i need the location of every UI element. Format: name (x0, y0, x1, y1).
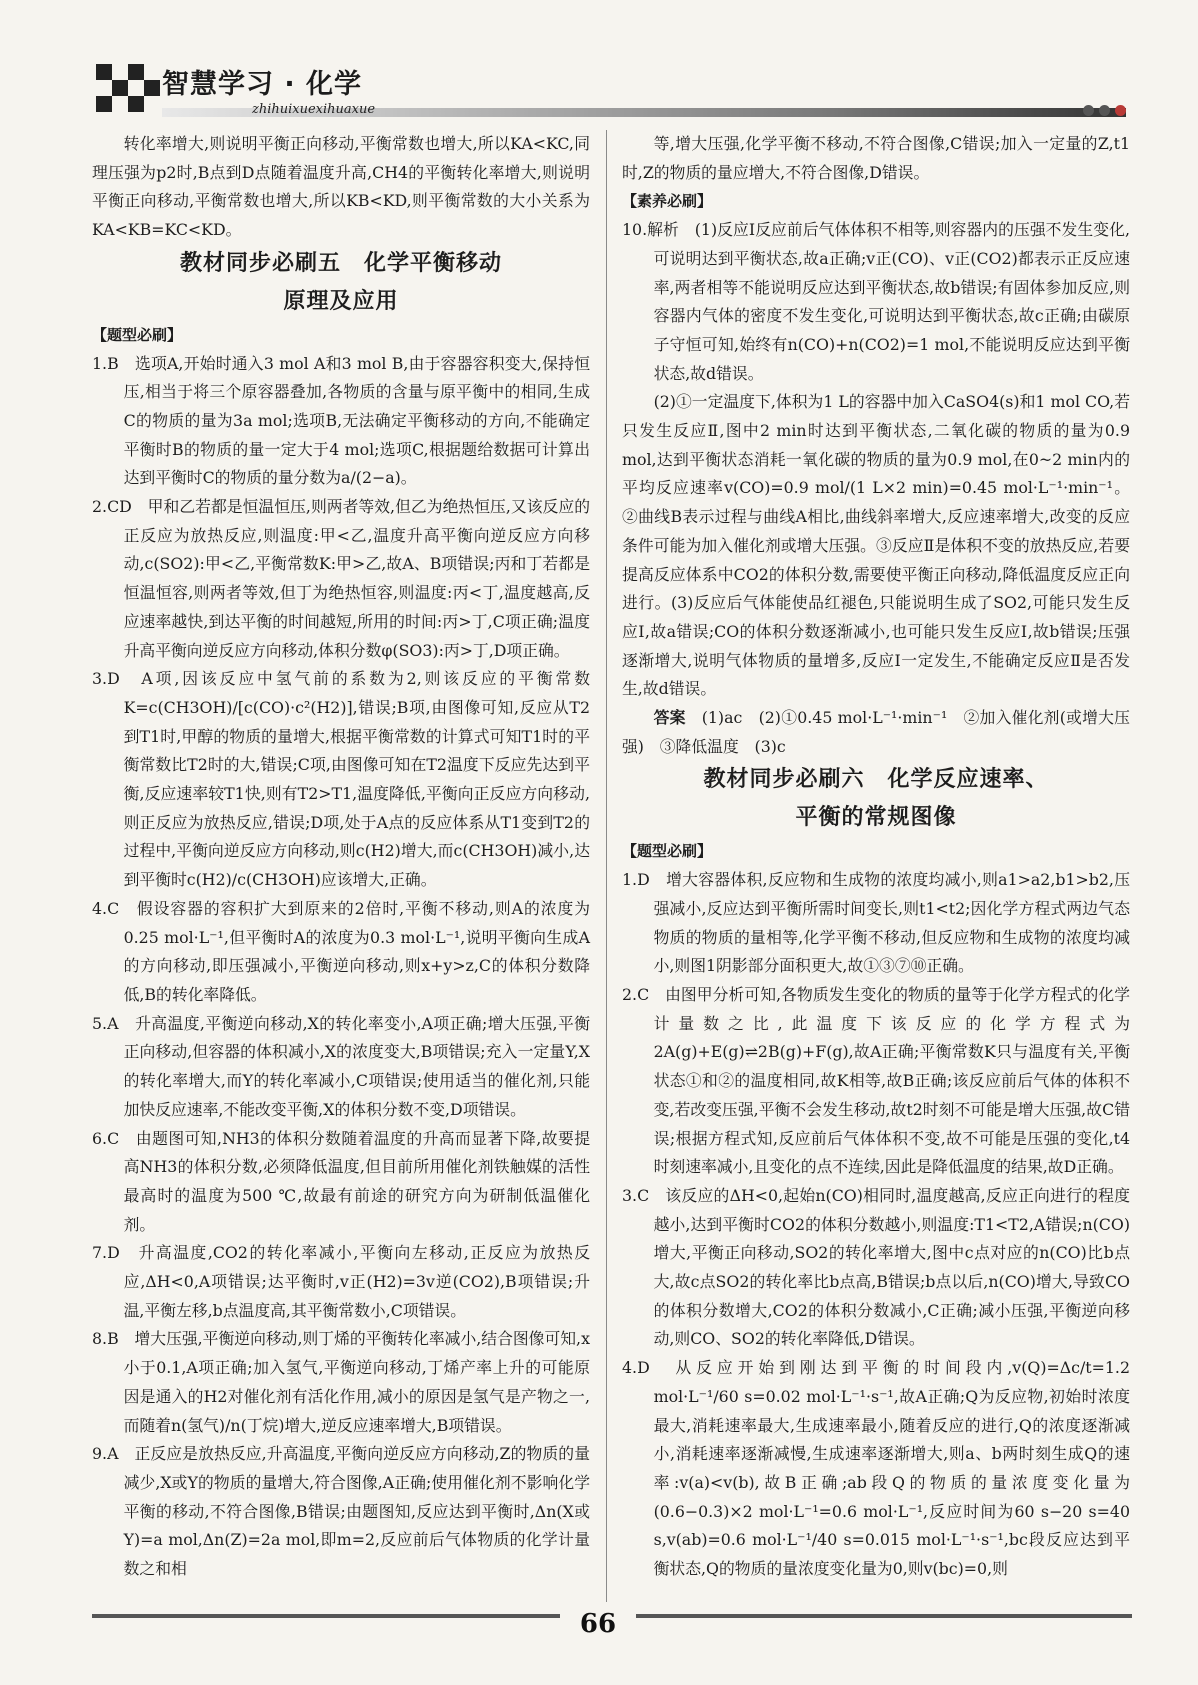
answer-item: 5.A 升高温度,平衡逆向移动,X的转化率变小,A项正确;增大压强,平衡正向移动,但容器的体积减小,X的浓度变大,B项错误;充入一定量Y,X的转化率增大,而Y的转化率减小,C项错误;使用适当的催化剂,只能加快反应速率,不能改变平衡,X的体积分数不变,D项错误。 (92, 1013, 590, 1119)
right-intro: 等,增大压强,化学平衡不移动,不符合图像,C错误;加入一定量的Z,t1时,Z的物质的量应增大,不符合图像,D错误。 (622, 134, 1130, 182)
section-title: 原理及应用 (283, 288, 399, 314)
logo-checker-icon (96, 64, 160, 114)
answer-text: (1)ac (2)①0.45 mol·L⁻¹·min⁻¹ ②加入催化剂(或增大压强) ③降低温度 (3)c (622, 708, 1130, 756)
answer-item: 3.C 该反应的ΔH<0,起始n(CO)相同时,温度越高,反应正向进行的程度越小,达到平衡时CO2的体积分数越小,则温度:T1<T2,A错误;n(CO)增大,平衡正向移动,SO2的转化率增大,图中c点对应的n(CO)比b点大,故c点SO2的转化率比b点高,B错误;b点以后,n(CO)增大,导致CO的体积分数增大,CO2的体积分数减小,C正确;减小压强,平衡逆向移动,则CO、SO2的转化率降低,D错误。 (622, 1185, 1130, 1349)
answer-item: 10.解析 (1)反应Ⅰ反应前后气体体积不相等,则容器内的压强不发生变化,可说明达到平衡状态,故a正确;v正(CO)、v正(CO2)都表示正反应速率,两者相等不能说明反应达到平衡状态,故b错误;有固体参加反应,则容器内气体的密度不发生变化,可说明达到平衡状态,故c正确;由碳原子守恒可知,始终有n(CO)+n(CO2)=1 mol,不能说明反应达到平衡状态,故d错误。 (622, 220, 1130, 383)
answer-item: 7.D 升高温度,CO2的转化率减小,平衡向左移动,正反应为放热反应,ΔH<0,A项错误;达平衡时,v正(H2)=3v逆(CO2),B项错误;升温,平衡左移,b点温度高,其平衡常数小,C项错误。 (92, 1243, 590, 1320)
section-title: 教材同步必刷五 化学平衡移动 (179, 250, 502, 276)
left-column (92, 130, 590, 1584)
answer-line (622, 704, 1130, 761)
right-column (622, 130, 1130, 1584)
answer-item: 4.C 假设容器的容积扩大到原来的2倍时,平衡不移动,则A的浓度为0.25 mol·L⁻¹,但平衡时A的浓度为0.3 mol·L⁻¹,说明平衡向生成A的方向移动,即压强减小,平衡逆向移动,则x+y>z,C的体积分数降低,B的转化率降低。 (92, 898, 590, 1004)
left-intro: 转化率增大,则说明平衡正向移动,平衡常数也增大,所以KA<KC,同理压强为p2时,B点到D点随着温度升高,CH4的平衡转化率增大,则说明平衡正向移动,平衡常数也增大,所以KB<KD,则平衡常数的大小关系为KA<KB=KC<KD。 (92, 134, 590, 240)
answer-item: 2.CD 甲和乙若都是恒温恒压,则两者等效,但乙为绝热恒压,又该反应的正反应为放热反应,则温度:甲<乙,温度升高平衡向逆反应方向移动,c(SO2):甲<乙,平衡常数K:甲>乙,故A、B项错误;丙和丁若都是恒温恒容,则两者等效,但丁为绝热恒容,则温度:丙<丁,温度越高,反应速率越快,到达平衡的时间越短,所用的时间:丙>丁,C项正确;温度升高平衡向逆反应方向移动,体积分数φ(SO3):丙>丁,D项正确。 (92, 497, 590, 660)
page-number: 66 (560, 1608, 636, 1640)
page-header (96, 58, 1126, 120)
column-divider (606, 130, 607, 1602)
section-title: 平衡的常规图像 (795, 805, 957, 831)
header-dots-icon (1078, 101, 1126, 113)
answer-item: 1.D 增大容器体积,反应物和生成物的浓度均减小,则a1>a2,b1>b2,压强减小,反应达到平衡所需时间变长,则t1<t2;因化学方程式两边气态物质的物质的量相等,化学平衡不移动,但反应物和生成物的浓度均减小,则图1阴影部分面积更大,故①③⑦⑩正确。 (622, 870, 1130, 976)
section-tag: 【题型必刷】 (92, 325, 183, 344)
section-title: 教材同步必刷六 化学反应速率、 (703, 767, 1049, 793)
answer-item: 3.D A项,因该反应中氢气前的系数为2,则该反应的平衡常数K=c(CH3OH)/[c(CO)·c²(H2)],错误;B项,由图像可知,反应从T2到T1时,甲醇的物质的量增大,根据平衡常数的计算式可知T1时的平衡常数比T2时的大,错误;C项,由图像可知在T2温度下反应先达到平衡,反应速率较T1快,则有T2>T1,温度降低,平衡向正反应方向移动,则正反应为放热反应,错误;D项,处于A点的反应体系从T1变到T2的过程中,平衡向逆反应方向移动,则c(H2)增大,而c(CH3OH)减小,达到平衡时c(H2)/c(CH3OH)应该增大,正确。 (92, 669, 590, 890)
header-title: 智慧学习 · 化学 (162, 69, 363, 100)
section-tag: 【素养必刷】 (622, 192, 713, 211)
answer-item: 2.C 由图甲分析可知,各物质发生变化的物质的量等于化学方程式的化学计量数之比,此温度下该反应的化学方程式为2A(g)+E(g)⇌2B(g)+F(g),故A正确;平衡常数K只与温度有关,平衡状态①和②的温度相同,故K相等,故B正确;该反应前后气体的体积不变,若改变压强,平衡不会发生移动,故t2时刻不可能是增大压强,故C错误;根据方程式知,反应前后气体体积不变,故不可能是压强的变化,t4时刻速率减小,且变化的点不连续,因此是降低温度的结果,故D正确。 (622, 984, 1130, 1177)
answer-item: 4.D 从反应开始到刚达到平衡的时间段内,v(Q)=Δc/t=1.2 mol·L⁻¹/60 s=0.02 mol·L⁻¹·s⁻¹,故A正确;Q为反应物,初始时浓度最大,消耗速率最大,生成速率最小,随着反应的进行,Q的浓度逐渐减小,消耗速率逐渐减慢,生成速率逐渐增大,则a、b两时刻生成Q的速率:v(a)<v(b),故B正确;ab段Q的物质的量浓度变化量为(0.6−0.3)×2 mol·L⁻¹=0.6 mol·L⁻¹,反应时间为60 s−20 s=40 s,v(ab)=0.6 mol·L⁻¹/40 s=0.015 mol·L⁻¹·s⁻¹,bc段反应达到平衡状态,Q的物质的量浓度变化量为0,则v(bc)=0,则 (622, 1358, 1130, 1579)
answer-item: 8.B 增大压强,平衡逆向移动,则丁烯的平衡转化率减小,结合图像可知,x小于0.1,A项正确;加入氢气,平衡逆向移动,丁烯产率上升的可能原因是通入的H2对催化剂有活化作用,减小的原因是氢气是产物之一,而随着n(氢气)/n(丁烷)增大,逆反应速率增大,B项错误。 (92, 1329, 590, 1435)
answer-item: 1.B 选项A,开始时通入3 mol A和3 mol B,由于容器容积变大,保持恒压,相当于将三个原容器叠加,各物质的含量与原平衡中的相同,生成C的物质的量为3a mol;选项B,无法确定平衡移动的方向,不能确定平衡时B的物质的量一定大于4 mol;选项C,根据题给数据可计算出达到平衡时C的物质的量分数为a/(2−a)。 (92, 353, 590, 488)
answer-item: 6.C 由题图可知,NH3的体积分数随着温度的升高而显著下降,故要提高NH3的体积分数,必须降低温度,但目前所用催化剂铁触媒的活性最高时的温度为500 ℃,故最有前途的研究方向为研制低温催化剂。 (92, 1128, 590, 1234)
answer-item: 9.A 正反应是放热反应,升高温度,平衡向逆反应方向移动,Z的物质的量减少,X或Y的物质的量增大,符合图像,A正确;使用催化剂不影响化学平衡的移动,不符合图像,B错误;由题图知,反应达到平衡时,Δn(X或Y)=a mol,Δn(Z)=2a mol,即m=2,反应前后气体物质的化学计量数之和相 (92, 1444, 590, 1579)
header-subtitle: zhihuixuexihuaxue (252, 102, 376, 117)
answer-label: 答案 (653, 708, 686, 728)
answer-item-continued: (2)①一定温度下,体积为1 L的容器中加入CaSO4(s)和1 mol CO,若只发生反应Ⅱ,图中2 min时达到平衡状态,二氧化碳的物质的量为0.9 mol,达到平衡状态消耗一氧化碳的物质的量为0.9 mol,在0~2 min内的平均反应速率v(CO)=0.9 mol/(1 L×2 min)=0.45 mol·L⁻¹·min⁻¹。②曲线B表示过程与曲线A相比,曲线斜率增大,反应速率增大,改变的反应条件可能为加入催化剂或增大压强。③反应Ⅱ是体积不变的放热反应,若要提高反应体系中CO2的体积分数,需要使平衡正向移动,降低温度反应正向进行。(3)反应后气体能使品红褪色,只能说明生成了SO2,可能只发生反应Ⅰ,故a错误;CO的体积分数逐渐减小,也可能只发生反应Ⅰ,故b错误;压强逐渐增大,说明气体物质的量增多,反应Ⅰ一定发生,不能确定反应Ⅱ是否发生,故d错误。 (622, 392, 1130, 699)
section-tag: 【题型必刷】 (622, 842, 713, 861)
